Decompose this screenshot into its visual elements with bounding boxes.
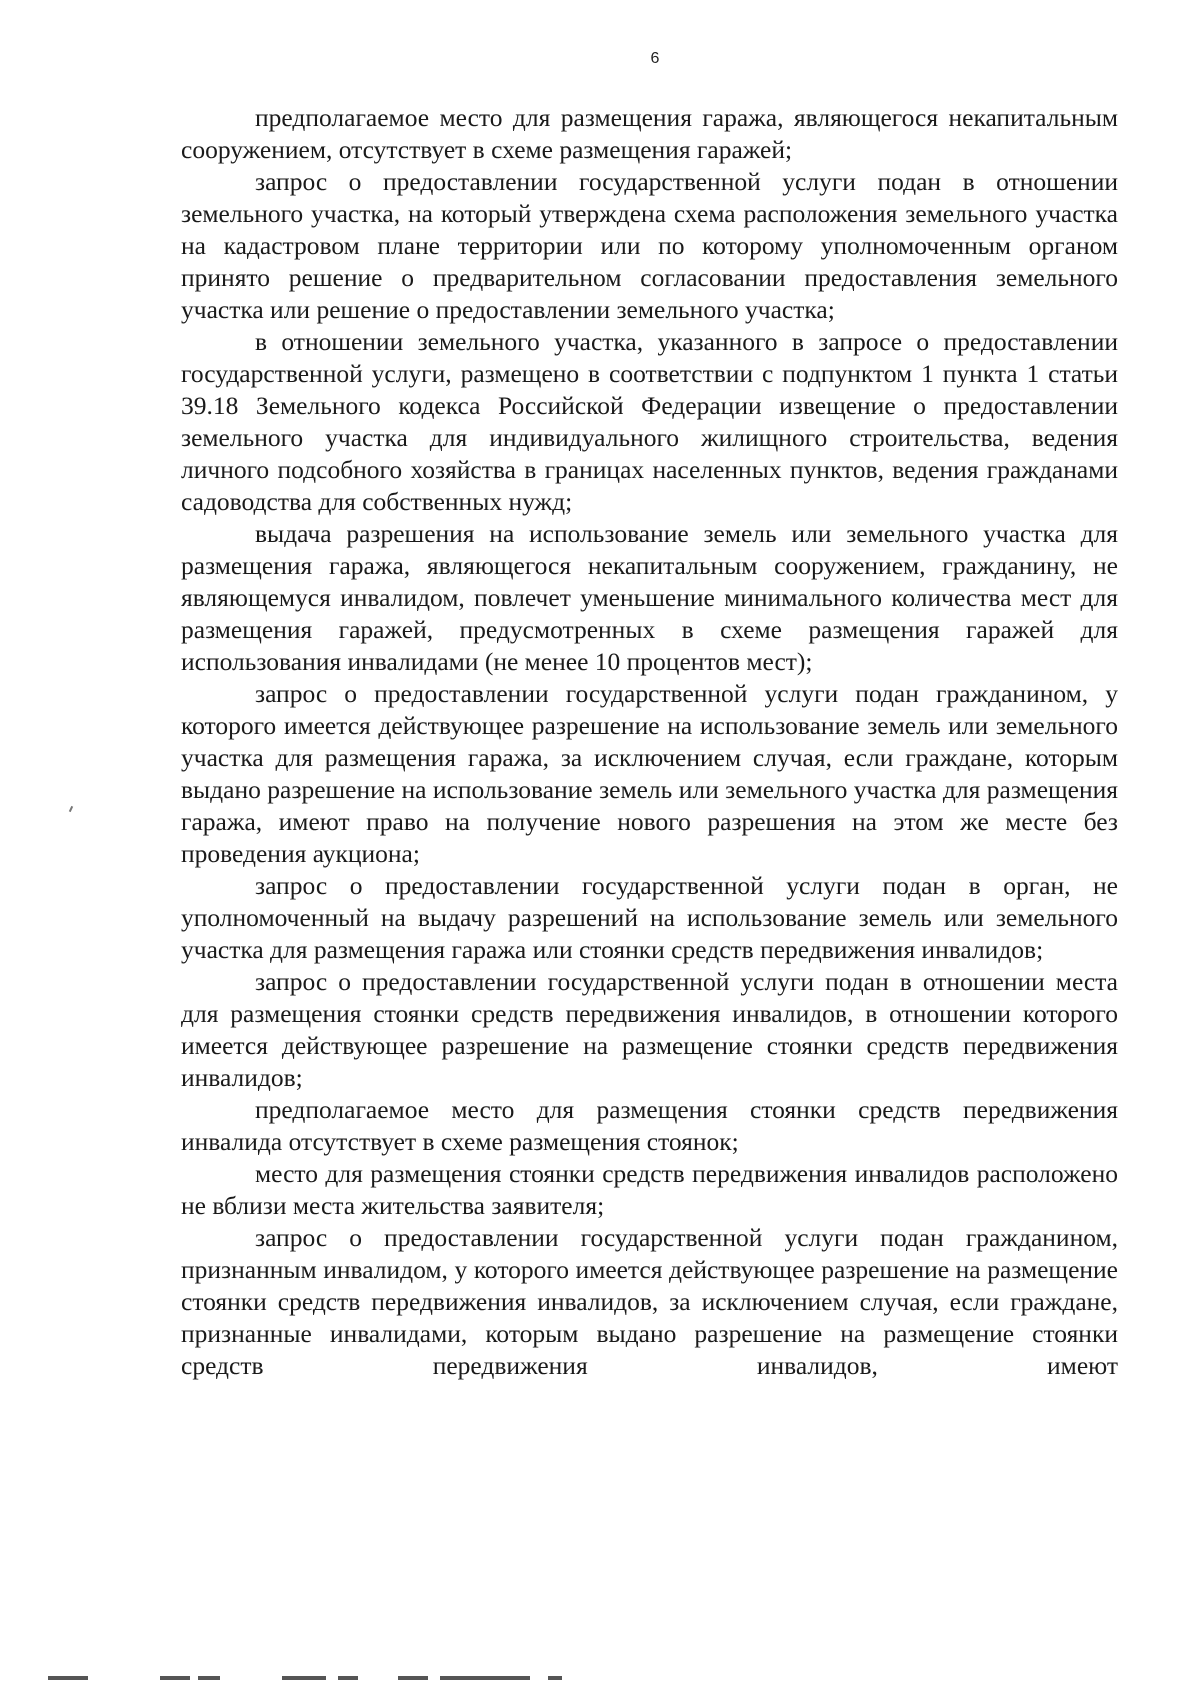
scan-mark — [548, 1676, 562, 1680]
paragraph: запрос о предоставлении государственной услуги подан гражданином, признанным инвалидом, у которого имеется действующее разрешение на размещение стоянки средств передвижения инвалидов, за исключением случая, если граждане, признанные инвалидами, которым выдано разрешение на размещение стоянки средств передвижения инвалидов, имеют — [181, 1223, 1118, 1380]
scan-mark — [398, 1676, 428, 1680]
paragraph: в отношении земельного участка, указанного в запросе о предоставлении государственной услуги, размещено в соответствии с подпунктом 1 пункта 1 статьи 39.18 Земельного кодекса Российской Федерации извещение о предоставлении земельного участка для индивидуального жилищного строительства, ведения личного подсобного хозяйства в границах населенных пунктов, ведения гражданами садоводства для собственных нужд; — [181, 327, 1118, 516]
scan-edge-marks — [48, 1676, 608, 1682]
scan-mark — [440, 1676, 530, 1680]
scan-speck — [69, 806, 73, 812]
paragraph: запрос о предоставлении государственной услуги подан в отношении земельного участка, на который утверждена схема расположения земельного участка на кадастровом плане территории или по которому уполномоченным органом принято решение о предварительном согласовании предоставления земельного участка или решение о предоставлении земельного участка; — [181, 167, 1118, 324]
paragraph: предполагаемое место для размещения гаража, являющегося некапитальным сооружением, отсутствует в схеме размещения гаражей; — [181, 103, 1118, 164]
paragraph: предполагаемое место для размещения стоянки средств передвижения инвалида отсутствует в схеме размещения стоянок; — [181, 1095, 1118, 1156]
paragraph: запрос о предоставлении государственной услуги подан в отношении места для размещения стоянки средств передвижения инвалидов, в отношении которого имеется действующее разрешение на размещение стоянки средств передвижения инвалидов; — [181, 967, 1118, 1092]
scan-mark — [282, 1676, 326, 1680]
scan-mark — [160, 1676, 190, 1680]
page-number: 6 — [650, 50, 660, 67]
scan-mark — [48, 1676, 88, 1680]
scan-mark — [198, 1676, 220, 1680]
paragraph: место для размещения стоянки средств передвижения инвалидов расположено не вблизи места жительства заявителя; — [181, 1159, 1118, 1220]
paragraph: выдача разрешения на использование земель или земельного участка для размещения гаража, являющегося некапитальным сооружением, гражданину, не являющемуся инвалидом, повлечет уменьшение минимального количества мест для размещения гаражей, предусмотренных в схеме размещения гаражей для использования инвалидами (не менее 10 процентов мест); — [181, 519, 1118, 676]
paragraph: запрос о предоставлении государственной услуги подан в орган, не уполномоченный на выдачу разрешений на использование земель или земельного участка для размещения гаража или стоянки средств передвижения инвалидов; — [181, 871, 1118, 964]
document-body — [181, 102, 1118, 1382]
scan-mark — [338, 1676, 358, 1680]
paragraph: запрос о предоставлении государственной услуги подан гражданином, у которого имеется действующее разрешение на использование земель или земельного участка для размещения гаража, за исключением случая, если граждане, которым выдано разрешение на использование земель или земельного участка для размещения гаража, имеют право на получение нового разрешения на этом же месте без проведения аукциона; — [181, 679, 1118, 868]
